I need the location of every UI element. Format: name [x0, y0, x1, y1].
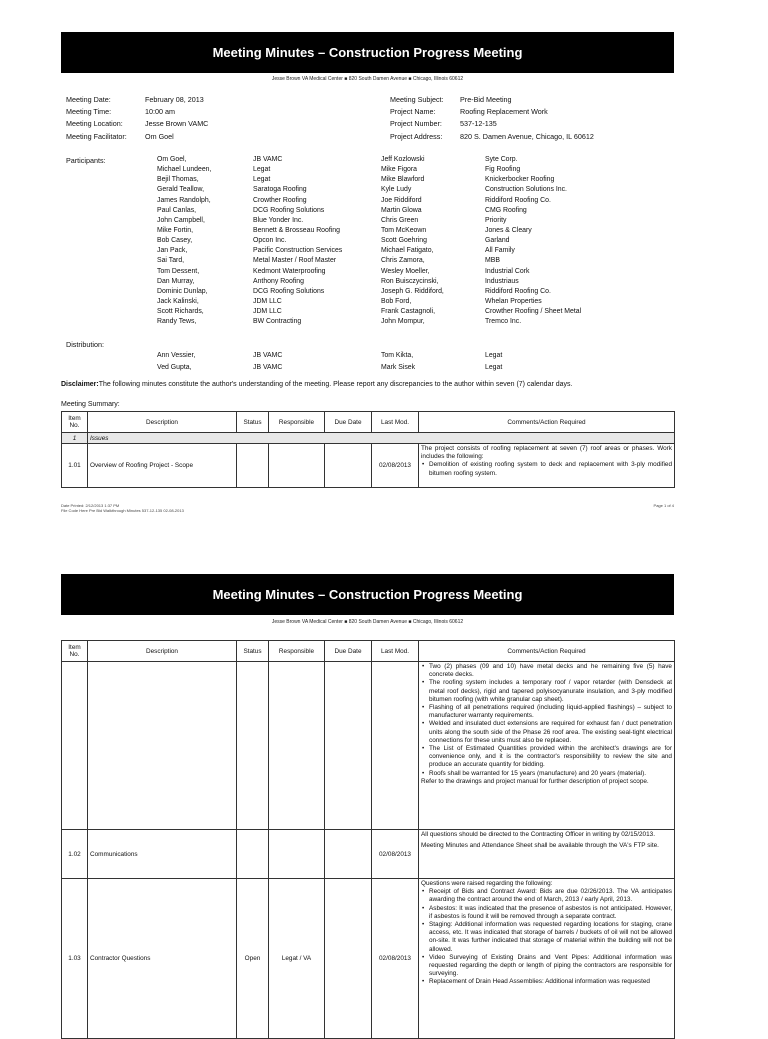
info-value: Jesse Brown VAMC: [145, 119, 209, 129]
participant-name: Kyle Ludy: [381, 186, 412, 194]
participant-name: Bob Casey,: [157, 237, 193, 245]
participant-name: Mike Fortin,: [157, 226, 193, 234]
participant-org: Industrial Cork: [485, 267, 530, 275]
participant-org: Fig Roofing: [485, 166, 521, 174]
participant-org: Syte Corp.: [485, 156, 518, 163]
participant-name: Tom Dessent,: [157, 267, 200, 275]
participant-name: Frank Castagnoli,: [381, 308, 436, 316]
distribution-org: Legat: [485, 352, 503, 359]
participant-name: Michael Fatigato,: [381, 247, 434, 255]
participant-name: Dominic Dunlap,: [157, 287, 208, 295]
participant-name: Om Goel,: [157, 156, 187, 163]
header-responsible: Responsible: [269, 412, 325, 433]
distribution-name: Mark Sisek: [381, 363, 416, 371]
info-value: Om Goel: [145, 131, 174, 141]
participant-org: JDM LLC: [253, 308, 282, 316]
item-last-mod: 02/08/2013: [372, 444, 419, 488]
participant-org: Riddiford Roofing Co.: [485, 287, 551, 295]
participant-org: Legat: [253, 166, 271, 174]
item-number: 1.03: [62, 879, 88, 1039]
participant-org: Bennett & Brosseau Roofing: [253, 226, 340, 234]
participants-names-col2: [381, 155, 444, 327]
comment-bullet: • The roofing system includes a temporary roof / vapor retarder (with Densdeck at metal roof decks), rigid and tapered polyisocyanurate insulation, and 3-ply modified bitumen roofing (with white granular cap sheet).: [429, 679, 672, 704]
participant-name: James Randolph,: [157, 196, 211, 204]
info-label: Meeting Facilitator:: [66, 131, 127, 141]
comment-bullet: • Replacement of Drain Head Assemblies: Additional information was requested: [429, 978, 672, 986]
summary-table-continued: [61, 640, 675, 1039]
header-description: Description: [88, 641, 237, 662]
page-footer-left: [61, 503, 184, 513]
comment-bullet: • Two (2) phases (09 and 10) have metal decks and he remaining five (5) have concrete decks.: [429, 663, 672, 679]
distribution-row: [157, 350, 502, 362]
item-comments: [419, 444, 675, 488]
header-comments: Comments/Action Required: [419, 412, 675, 433]
participants-orgs-col2: [485, 155, 581, 327]
participant-org: Riddiford Roofing Co.: [485, 196, 551, 204]
participant-org: Knickerbocker Roofing: [485, 176, 555, 184]
participant-org: MBB: [485, 257, 500, 265]
item-responsible: Legat / VA: [269, 879, 325, 1039]
disclaimer-label: Disclaimer:: [61, 381, 99, 388]
participant-name: Scott Richards,: [157, 308, 204, 316]
participant-org: Pacific Construction Services: [253, 247, 343, 255]
meeting-info-right: [390, 94, 594, 143]
distribution-org: JB VAMC: [253, 352, 283, 359]
item-comments: [419, 830, 675, 879]
footer-file-code: File Code Here Pre Bid Walkthrough Minutes 537-12-135 02-08-2013: [61, 508, 184, 513]
distribution-name: Ved Gupta,: [157, 363, 192, 371]
header-last-mod: Last Mod.: [372, 412, 419, 433]
item-comments: [419, 662, 675, 830]
comment-para: All questions should be directed to the Contracting Officer in writing by 02/15/2013.: [421, 831, 655, 838]
info-label: Meeting Location:: [66, 119, 123, 129]
header-description: Description: [88, 412, 237, 433]
participant-org: Crowther Roofing: [253, 196, 307, 204]
info-label: Project Name:: [390, 107, 436, 117]
participant-name: Paul Canlas,: [157, 206, 197, 214]
comment-intro: Questions were raised regarding the following:: [421, 880, 553, 887]
table-row: [62, 444, 675, 488]
participant-name: Gerald Teallow,: [157, 186, 204, 194]
distribution-row: [157, 362, 502, 374]
comment-intro: The project consists of roofing replacement at seven (7) roof areas or phases. Work includes the following:: [421, 445, 672, 461]
address-facility: Jesse Brown VA Medical Center: [271, 76, 343, 82]
participant-org: Industriaus: [485, 277, 519, 285]
participant-name: Bejil Thomas,: [157, 176, 199, 184]
participant-org: CMG Roofing: [485, 206, 527, 214]
participants-names-col1: [157, 155, 211, 327]
header-item-no: Item No.: [62, 641, 88, 662]
summary-table: [61, 411, 675, 488]
item-comments: [419, 879, 675, 1039]
participant-name: Mike Figora: [381, 166, 417, 174]
participant-name: Ron Buisczycinski,: [381, 277, 439, 285]
item-description: Contractor Questions: [88, 879, 237, 1039]
item-status: Open: [237, 879, 269, 1039]
participant-name: Wesley Moeller,: [381, 267, 430, 275]
participant-org: Priority: [485, 216, 507, 224]
meeting-info-left: [66, 94, 208, 143]
participant-org: JB VAMC: [253, 156, 283, 163]
info-label: Project Number:: [390, 119, 442, 129]
participant-name: Scott Goehring: [381, 237, 427, 245]
info-label: Project Address:: [390, 131, 443, 141]
address-city: Chicago, Illinois 60612: [412, 619, 464, 625]
participant-name: Martin Glowa: [381, 206, 422, 214]
page-title-banner: Meeting Minutes – Construction Progress Meeting: [61, 574, 674, 615]
participant-name: Randy Tews,: [157, 318, 197, 326]
participants-orgs-col1: [253, 155, 342, 327]
header-due-date: Due Date: [325, 641, 372, 662]
participant-name: Chris Green: [381, 216, 419, 224]
info-value: 820 S. Damen Avenue, Chicago, IL 60612: [460, 131, 594, 141]
distribution-org: JB VAMC: [253, 363, 283, 371]
distribution-list: [157, 350, 502, 373]
table-row: [62, 830, 675, 879]
info-value: February 08, 2013: [145, 95, 204, 104]
participant-name: Joseph G. Riddiford,: [381, 287, 444, 295]
participant-org: Tremco Inc.: [485, 318, 522, 326]
comment-bullet: • Video Surveying of Existing Drains and Vent Pipes: Additional information was requested regarding the depth or length of piping the contractors are responsible for surveying.: [429, 954, 672, 979]
header-responsible: Responsible: [269, 641, 325, 662]
comment-bullet: • Flashing of all penetrations required (including liquid-applied flashings) – subject to manufacturer warranty requirements.: [429, 704, 672, 720]
participant-org: Saratoga Roofing: [253, 186, 307, 194]
participant-org: Garland: [485, 237, 510, 245]
participant-org: All Family: [485, 247, 515, 255]
participant-name: Bob Ford,: [381, 297, 412, 305]
address-city: Chicago, Illinois 60612: [412, 76, 464, 82]
footer-date: Date Printed: 2/12/2013 1:37 PM: [61, 503, 120, 508]
header-comments: Comments/Action Required: [419, 641, 675, 662]
comment-para: Meeting Minutes and Attendance Sheet shall be available through the VA's FTP site.: [421, 842, 659, 850]
info-label: Meeting Date:: [66, 95, 111, 104]
page-number: Page 1 of 4: [653, 503, 674, 508]
comment-bullet: • Welded and insulated duct extensions are required for exhaust fan / duct penetration units along the south side of the Phase 26 roof area. The existing seal-tight electrical connections for these units must also be replaced.: [429, 720, 672, 745]
header-status: Status: [237, 412, 269, 433]
disclaimer-text: The following minutes constitute the author's understanding of the meeting. Please report any discrepancies to the author within seven (7) calendar days.: [98, 381, 573, 388]
participant-name: Joe Riddiford: [381, 196, 422, 204]
participant-org: Metal Master / Roof Master: [253, 257, 337, 265]
participant-org: Crowther Roofing / Sheet Metal: [485, 308, 582, 316]
info-value: 537-12-135: [460, 119, 497, 129]
comment-bullet: • The List of Estimated Quantities provided within the architect's drawings are for convenience only, and it is the contractor's responsibility to review the site and produce an accurate quantity for bidding.: [429, 745, 672, 770]
table-row-continued: [62, 662, 675, 830]
table-header-row: [62, 412, 675, 433]
info-label: Meeting Subject:: [390, 95, 444, 104]
info-value: 10:00 am: [145, 107, 175, 117]
participant-org: Opcon Inc.: [253, 237, 287, 245]
address-facility: Jesse Brown VA Medical Center: [271, 619, 343, 625]
item-description: Overview of Roofing Project - Scope: [88, 444, 237, 488]
info-value: Pre-Bid Meeting: [460, 95, 512, 104]
participant-name: Mike Blawford: [381, 176, 425, 184]
participant-org: JDM LLC: [253, 297, 282, 305]
address-street: 820 South Damen Avenue: [348, 619, 408, 625]
address-line: Jesse Brown VA Medical Center ■ 820 South Damen Avenue ■ Chicago, Illinois 60612: [271, 619, 464, 625]
header-last-mod: Last Mod.: [372, 641, 419, 662]
item-number: 1.02: [62, 830, 88, 879]
participant-org: DCG Roofing Solutions: [253, 206, 325, 214]
participants-label: Participants:: [66, 156, 106, 165]
distribution-label: Distribution:: [66, 340, 104, 349]
item-last-mod: 02/08/2013: [372, 879, 419, 1039]
comment-bullet: • Roofs shall be warranted for 15 years (manufacture) and 20 years (material).: [429, 770, 672, 778]
page-title-banner: Meeting Minutes – Construction Progress Meeting: [61, 32, 674, 73]
participant-org: Whelan Properties: [485, 297, 542, 305]
participant-name: Jan Pack,: [157, 247, 188, 255]
distribution-org: Legat: [485, 363, 503, 371]
section-label: Issues: [88, 433, 675, 444]
participant-org: Blue Yonder Inc.: [253, 216, 304, 224]
item-last-mod: 02/08/2013: [372, 830, 419, 879]
header-due-date: Due Date: [325, 412, 372, 433]
participant-org: Legat: [253, 176, 271, 184]
participant-name: Jeff Kozlowski: [381, 156, 425, 163]
address-street: 820 South Damen Avenue: [348, 76, 408, 82]
participant-name: John Campbell,: [157, 216, 205, 224]
participant-name: Jack Kalinski,: [157, 297, 199, 305]
comment-bullet: • Asbestos: It was indicated that the presence of asbestos is not anticipated. However, if asbestos is found it will be removed through a separate contract.: [429, 905, 672, 921]
participant-name: Chris Zamora,: [381, 257, 425, 265]
header-item-no: Item No.: [62, 412, 88, 433]
participant-org: BW Contracting: [253, 318, 302, 326]
comment-bullet: • Demolition of existing roofing system to deck and replacement with 3-ply modified bitumen roofing system.: [429, 461, 672, 477]
comment-bullet: • Staging: Additional information was requested regarding locations for staging, crane access, etc. It was indicated that storage of barrels / buckets of oil will not be allowed on-site. It was further indicated that storage of material within the building will not be allowed.: [429, 921, 672, 954]
participant-name: Sai Tard,: [157, 257, 185, 265]
distribution-name: Tom Kikta,: [381, 352, 414, 359]
comment-bullet: • Receipt of Bids and Contract Award: Bids are due 02/26/2013. The VA anticipates awarding the contract around the end of March, 2013 / early April, 2013.: [429, 888, 672, 904]
table-header-row: [62, 641, 675, 662]
comment-after: Refer to the drawings and project manual for further description of project scope.: [421, 777, 649, 785]
participant-name: John Mompur,: [381, 318, 425, 326]
participant-org: Kedmont Waterproofing: [253, 267, 326, 275]
distribution-name: Ann Vessier,: [157, 352, 196, 359]
section-number: 1: [62, 433, 88, 444]
participant-org: Construction Solutions Inc.: [485, 186, 567, 194]
address-line: Jesse Brown VA Medical Center ■ 820 South Damen Avenue ■ Chicago, Illinois 60612: [271, 76, 464, 82]
item-description: Communications: [88, 830, 237, 879]
info-value: Roofing Replacement Work: [460, 107, 548, 117]
disclaimer: [61, 381, 572, 388]
summary-label: Meeting Summary:: [61, 401, 120, 408]
participant-org: Jones & Cleary: [485, 226, 532, 234]
item-number: 1.01: [62, 444, 88, 488]
participant-org: DCG Roofing Solutions: [253, 287, 325, 295]
table-row: [62, 879, 675, 1039]
participant-name: Dan Murray,: [157, 277, 195, 285]
info-label: Meeting Time:: [66, 107, 112, 117]
participant-org: Anthony Roofing: [253, 277, 304, 285]
section-row: [62, 433, 675, 444]
participant-name: Michael Lundeen,: [157, 166, 212, 174]
participant-name: Tom McKeown: [381, 226, 427, 234]
header-status: Status: [237, 641, 269, 662]
